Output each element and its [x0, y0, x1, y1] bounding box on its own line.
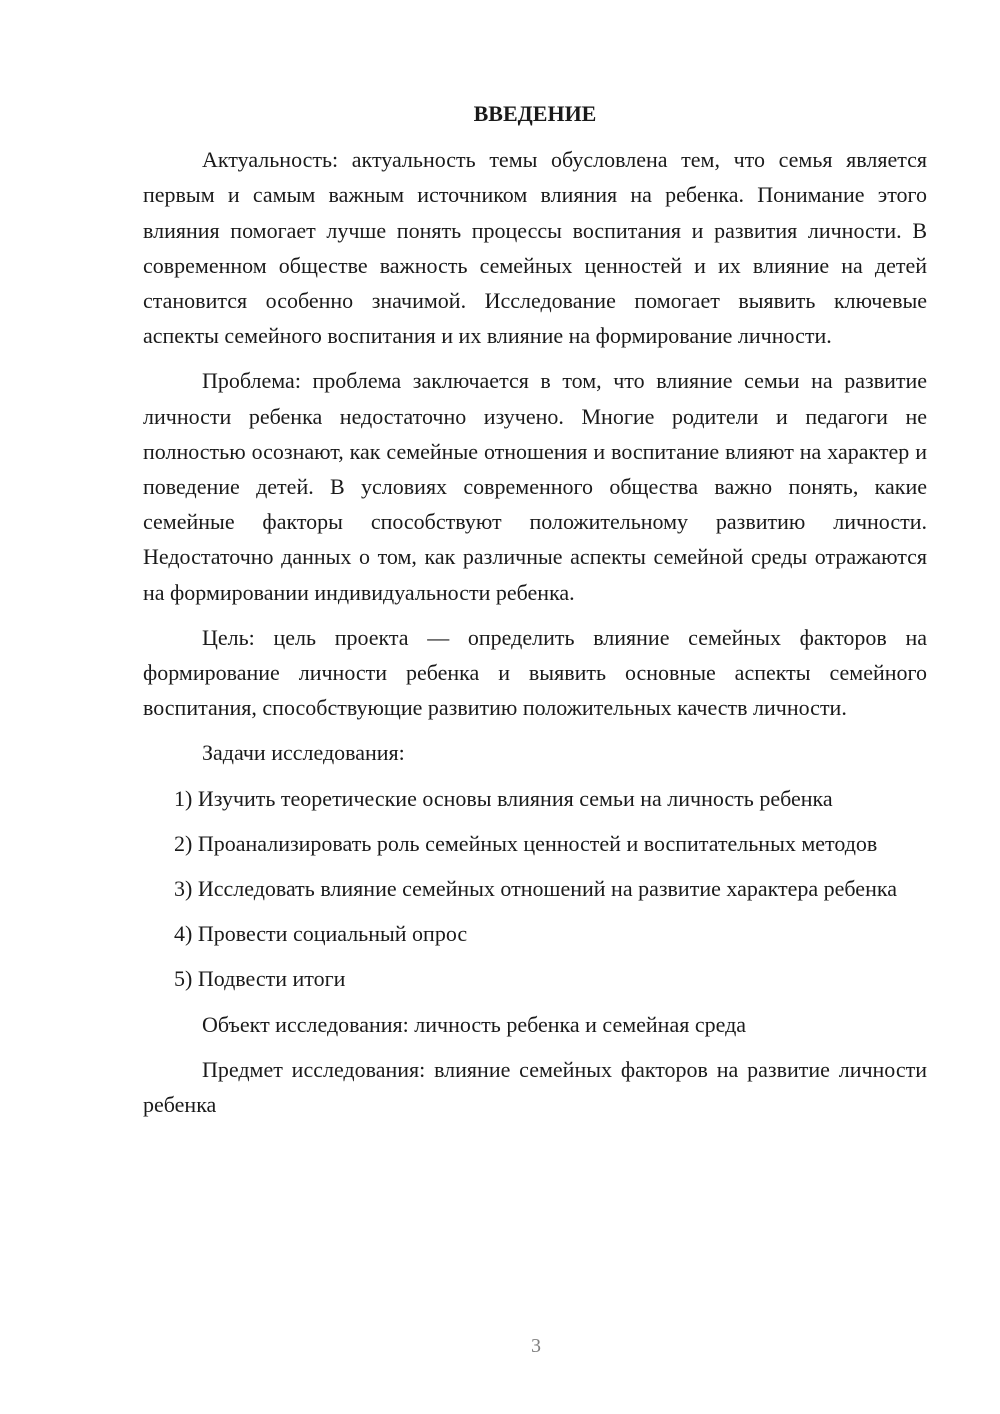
research-object-paragraph: Объект исследования: личность ребенка и семейная среда	[202, 1011, 747, 1037]
research-subject-paragraph: Предмет исследования: влияние семейных факторов на развитие личности ребенка	[143, 1056, 927, 1118]
page-number: 3	[531, 1335, 541, 1357]
task-item: 3) Исследовать влияние семейных отношений на развитие характера ребенка	[174, 876, 897, 902]
goal-paragraph: Цель: цель проекта — определить влияние семейных факторов на формирование личности ребенка и выявить основные аспекты семейного воспитания, способствующие развитию положительных качеств личности.	[143, 624, 927, 721]
task-item: 5) Подвести итоги	[174, 966, 346, 992]
task-item: 4) Провести социальный опрос	[174, 921, 468, 947]
tasks-heading: Задачи исследования:	[202, 740, 405, 766]
problem-paragraph: Проблема: проблема заключается в том, что влияние семьи на развитие личности ребенка недостаточно изучено. Многие родители и педагоги не полностью осознают, как семейные отношения и воспитание влияют на характер и поведение детей. В условиях современного общества важно понять, какие семейные факторы способствуют положительному развитию личности. Недостаточно данных о том, как различные аспекты семейной среды отражаются на формировании индивидуальности ребенка.	[143, 368, 927, 605]
task-item: 2) Проанализировать роль семейных ценностей и воспитательных методов	[174, 830, 878, 856]
document-body	[143, 96, 927, 1132]
relevance-paragraph: Актуальность: актуальность темы обусловлена тем, что семья является первым и самым важным источником влияния на ребенка. Понимание этого влияния помогает лучше понять процессы воспитания и развития личности. В современном обществе важность семейных ценностей и их влияние на детей становится особенно значимой. Исследование помогает выявить ключевые аспекты семейного воспитания и их влияние на формирование личности.	[143, 147, 927, 349]
section-title: ВВЕДЕНИЕ	[473, 101, 597, 126]
task-item: 1) Изучить теоретические основы влияния семьи на личность ребенка	[174, 785, 833, 811]
